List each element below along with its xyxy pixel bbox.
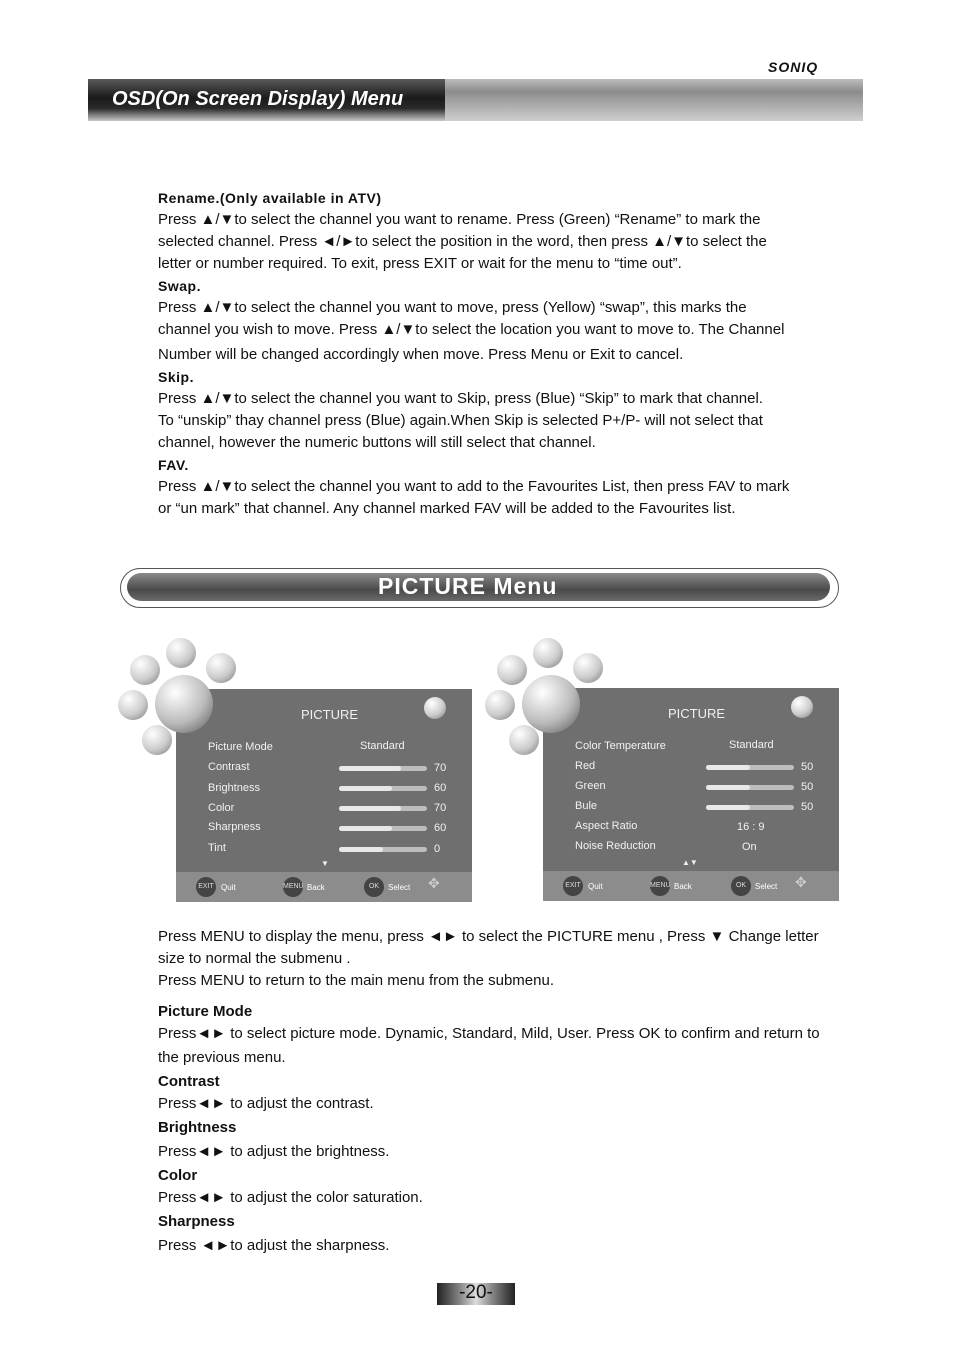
osd-slider[interactable] (706, 805, 794, 810)
osd-row-value: 70 (434, 762, 447, 774)
intro-line: Press MENU to display the menu, press ◄► to select the PICTURE menu , Press ▼ Change letter (158, 928, 819, 945)
osd-row-label: Bule (575, 800, 598, 812)
osd-row-value: 50 (801, 781, 814, 793)
osd-row-label: Tint (208, 842, 226, 854)
rename-line: letter or number required. To exit, press EXIT or wait for the menu to “time out”. (158, 255, 682, 272)
camera-icon (155, 675, 213, 733)
item-title: Brightness (158, 1119, 237, 1136)
osd-row-value: On (742, 841, 757, 853)
rename-line: selected channel. Press ◄/►to select the position in the word, then press ▲/▼to select the (158, 233, 767, 250)
fav-title: FAV. (158, 457, 189, 473)
scroll-down-icon: ▼ (321, 859, 329, 868)
osd-row-value: 60 (434, 822, 447, 834)
osd-row-value: 50 (801, 801, 814, 813)
lock-icon (533, 638, 563, 668)
exit-label: Quit (221, 883, 236, 892)
item-text: Press◄► to adjust the color saturation. (158, 1189, 423, 1206)
osd-slider[interactable] (339, 826, 427, 831)
bubbles-icon (791, 696, 813, 718)
direction-pad-icon: ✥ (795, 874, 807, 890)
osd-slider[interactable] (339, 806, 427, 811)
item-title: Contrast (158, 1073, 220, 1090)
osd-panel (176, 689, 472, 902)
osd-row-value: 16 : 9 (737, 821, 765, 833)
item-text: Press◄► to adjust the contrast. (158, 1095, 374, 1112)
scroll-updown-icon: ▲▼ (682, 858, 698, 867)
item-text: the previous menu. (158, 1049, 286, 1066)
osd-title: PICTURE (668, 706, 726, 721)
menu-button[interactable]: MENU (650, 876, 670, 896)
page-number: -20- (459, 1282, 493, 1303)
clock-icon (497, 655, 527, 685)
page-title: OSD(On Screen Display) Menu (112, 88, 404, 110)
osd-title: PICTURE (301, 707, 359, 722)
osd-row-value: 50 (801, 761, 814, 773)
osd-slider[interactable] (706, 785, 794, 790)
direction-pad-icon: ✥ (428, 875, 440, 891)
exit-label: Quit (588, 882, 603, 891)
item-text: Press ◄►to adjust the sharpness. (158, 1237, 390, 1254)
swap-line: channel you wish to move. Press ▲/▼to select the location you want to move to. The Channel (158, 321, 785, 338)
picture-icon (573, 653, 603, 683)
swap-line: Number will be changed accordingly when move. Press Menu or Exit to cancel. (158, 346, 684, 363)
osd-slider[interactable] (339, 766, 427, 771)
osd-row-value: 0 (434, 843, 441, 855)
osd-row-label: Green (575, 780, 606, 792)
exit-button[interactable]: EXIT (196, 877, 216, 897)
setup-icon (118, 690, 148, 720)
select-label: Select (755, 882, 778, 891)
osd-footer (543, 871, 839, 901)
osd-row-label: Picture Mode (208, 741, 273, 753)
osd-slider[interactable] (339, 786, 427, 791)
swap-line: Press ▲/▼to select the channel you want to move, press (Yellow) “swap”, this marks the (158, 299, 747, 316)
ok-button[interactable]: OK (731, 876, 751, 896)
osd-screenshot-right (482, 635, 842, 905)
bubbles-icon (424, 697, 446, 719)
picture-icon (206, 653, 236, 683)
brand-logo: SONIQ (768, 59, 819, 75)
setup-icon (485, 690, 515, 720)
item-title: Sharpness (158, 1213, 235, 1230)
osd-screenshot-left (115, 635, 475, 905)
osd-row-value: 60 (434, 782, 447, 794)
skip-line: To “unskip” thay channel press (Blue) again.When Skip is selected P+/P- will not select that (158, 412, 763, 429)
picture-items (158, 1001, 863, 1257)
channel-edit-text (158, 187, 863, 520)
item-title: Color (158, 1167, 198, 1184)
fav-line: Press ▲/▼to select the channel you want to add to the Favourites List, then press FAV to mark (158, 478, 790, 495)
osd-row-label: Color (208, 802, 235, 814)
swap-title: Swap. (158, 278, 201, 294)
osd-row-label: Noise Reduction (575, 840, 656, 852)
menu-button[interactable]: MENU (283, 877, 303, 897)
item-text: Press◄► to adjust the brightness. (158, 1143, 390, 1160)
camera-icon (522, 675, 580, 733)
skip-line: Press ▲/▼to select the channel you want to Skip, press (Blue) “Skip” to mark that channel. (158, 390, 763, 407)
lock-icon (166, 638, 196, 668)
skip-line: channel, however the numeric buttons will still select that channel. (158, 434, 596, 451)
osd-row-label: Aspect Ratio (575, 820, 638, 832)
exit-button[interactable]: EXIT (563, 876, 583, 896)
osd-row-label: Red (575, 760, 596, 772)
item-text: Press◄► to select picture mode. Dynamic, Standard, Mild, User. Press OK to confirm and return to (158, 1025, 820, 1042)
osd-slider[interactable] (339, 847, 427, 852)
osd-row-label: Sharpness (208, 821, 261, 833)
back-label: Back (674, 882, 692, 891)
osd-slider[interactable] (706, 765, 794, 770)
item-title: Picture Mode (158, 1003, 253, 1020)
channel-icon (142, 725, 172, 755)
clock-icon (130, 655, 160, 685)
fav-line: or “un mark” that channel. Any channel marked FAV will be added to the Favourites list. (158, 500, 736, 517)
intro-line: Press MENU to return to the main menu from the submenu. (158, 972, 554, 989)
back-label: Back (307, 883, 325, 892)
osd-row-label: Brightness (208, 782, 260, 794)
osd-panel (543, 688, 839, 901)
osd-footer (176, 872, 472, 902)
select-label: Select (388, 883, 411, 892)
osd-row-label: Contrast (208, 761, 250, 773)
ok-button[interactable]: OK (364, 877, 384, 897)
rename-line: Press ▲/▼to select the channel you want to rename. Press (Green) “Rename” to mark the (158, 211, 761, 228)
osd-row-value: 70 (434, 802, 447, 814)
osd-row-label: Color Temperature (575, 740, 666, 752)
picture-intro (158, 926, 863, 992)
channel-icon (509, 725, 539, 755)
rename-title: Rename.(Only available in ATV) (158, 190, 382, 206)
skip-title: Skip. (158, 369, 194, 385)
picture-banner-title: PICTURE Menu (378, 573, 558, 599)
osd-row-value: Standard (729, 739, 774, 751)
intro-line: size to normal the submenu . (158, 950, 351, 967)
osd-row-value: Standard (360, 740, 405, 752)
